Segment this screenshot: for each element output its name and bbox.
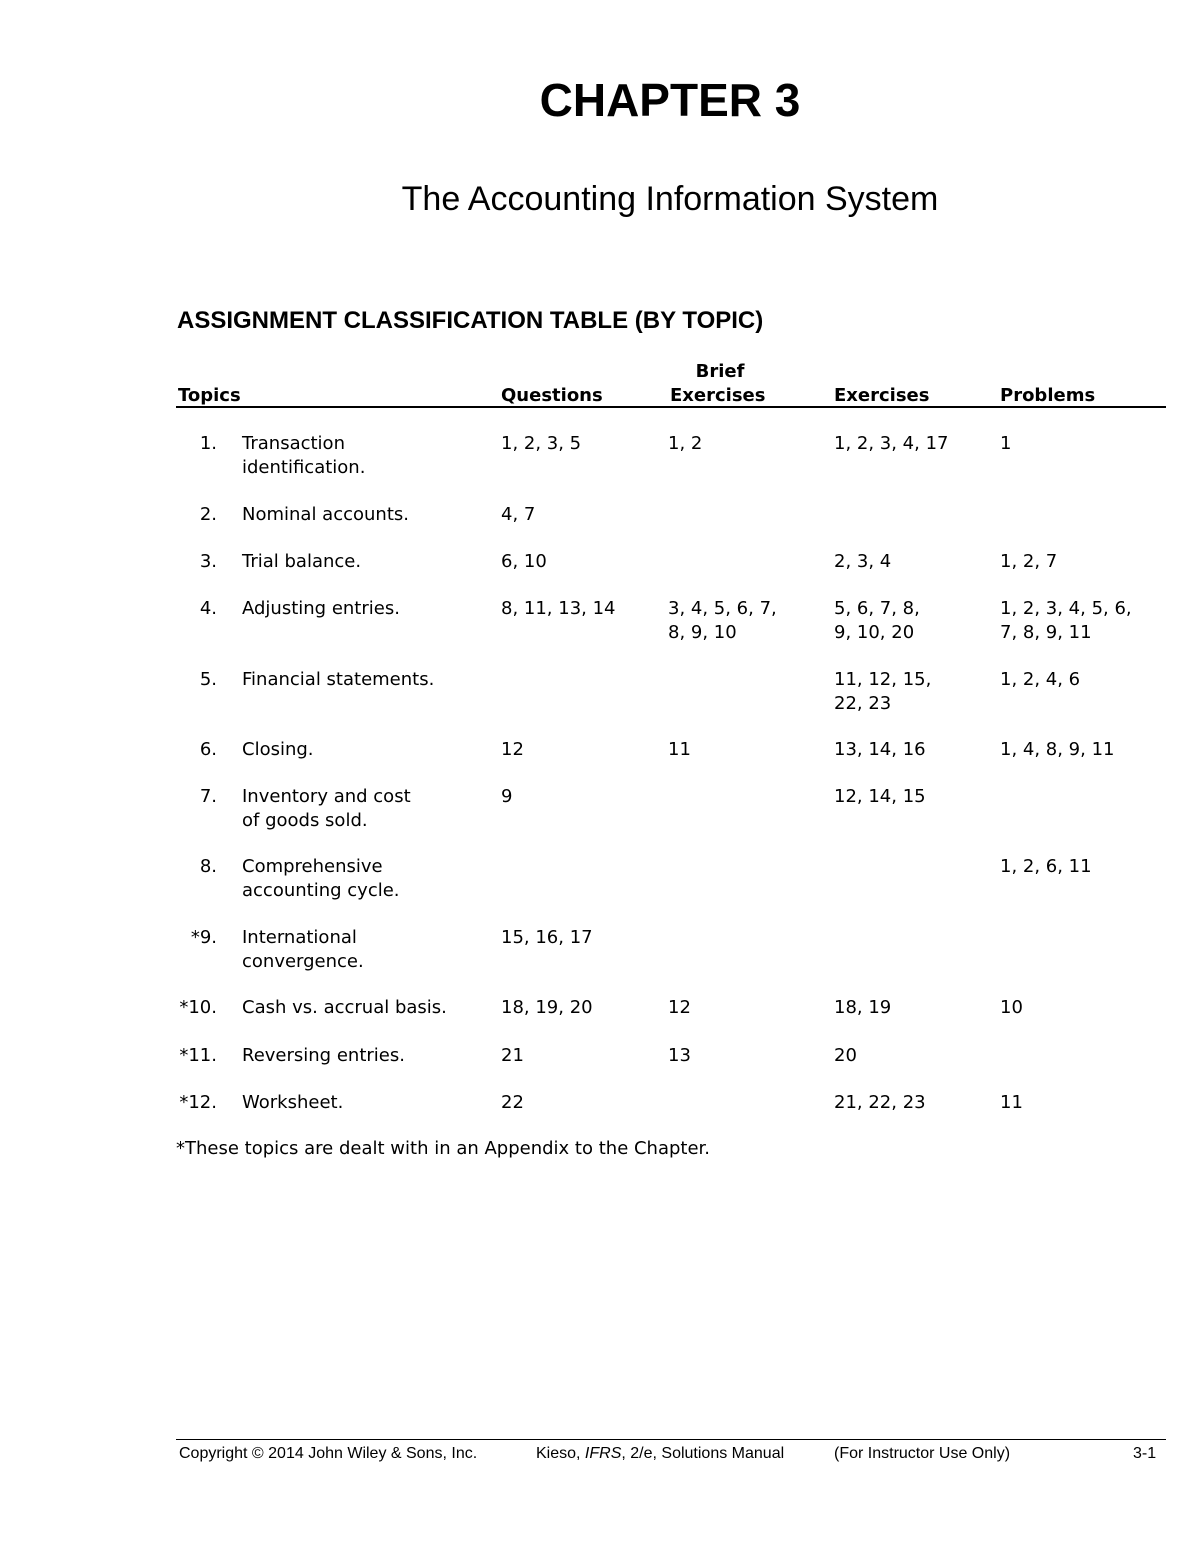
row-number: 7.	[199, 786, 217, 807]
problems-cell: 1, 2, 3, 4, 5, 6, 7, 8, 9, 11	[1000, 598, 1132, 643]
row-number: *9.	[190, 927, 217, 948]
header-questions: Questions	[501, 385, 603, 406]
topic-cell: Inventory and cost of goods sold.	[242, 786, 411, 831]
problems-cell: 11	[1000, 1092, 1023, 1113]
header-exercises: Exercises	[834, 385, 930, 406]
topic-cell: Transaction identification.	[242, 433, 366, 478]
table-title: ASSIGNMENT CLASSIFICATION TABLE (BY TOPIC)	[177, 307, 764, 334]
row-number: 3.	[199, 551, 217, 572]
brief-exercises-cell: 3, 4, 5, 6, 7, 8, 9, 10	[668, 598, 777, 643]
questions-cell: 12	[501, 739, 524, 760]
brief-exercises-cell: 12	[668, 997, 691, 1018]
footer-rule	[176, 1439, 1166, 1440]
questions-cell: 9	[501, 786, 513, 807]
header-brief-line1: Brief	[695, 361, 745, 382]
topic-cell: Trial balance.	[242, 551, 362, 572]
topic-cell: Closing.	[242, 739, 314, 760]
topic-cell: Comprehensive accounting cycle.	[242, 856, 400, 901]
row-number: 6.	[199, 739, 217, 760]
problems-cell: 1	[1000, 433, 1012, 454]
questions-cell: 4, 7	[501, 504, 536, 525]
footer-book-rest: , 2/e, Solutions Manual	[621, 1445, 785, 1462]
exercises-cell: 18, 19	[834, 997, 892, 1018]
exercises-cell: 5, 6, 7, 8, 9, 10, 20	[834, 598, 920, 643]
topic-cell: Worksheet.	[242, 1092, 344, 1113]
exercises-cell: 12, 14, 15	[834, 786, 926, 807]
footer-copyright: Copyright © 2014 John Wiley & Sons, Inc.	[179, 1445, 478, 1462]
footer-usage: (For Instructor Use Only)	[834, 1445, 1011, 1462]
questions-cell: 8, 11, 13, 14	[501, 598, 616, 619]
topic-cell: Financial statements.	[242, 669, 435, 690]
topic-cell: Nominal accounts.	[242, 504, 409, 525]
questions-cell: 1, 2, 3, 5	[501, 433, 582, 454]
header-brief-line2: Exercises	[670, 385, 766, 406]
exercises-cell: 21, 22, 23	[834, 1092, 926, 1113]
questions-cell: 18, 19, 20	[501, 997, 593, 1018]
header-problems: Problems	[1000, 385, 1096, 406]
topic-cell: Adjusting entries.	[242, 598, 400, 619]
questions-cell: 6, 10	[501, 551, 547, 572]
chapter-title: CHAPTER 3	[539, 74, 801, 126]
topic-cell: International convergence.	[242, 927, 364, 972]
questions-cell: 15, 16, 17	[501, 927, 593, 948]
exercises-cell: 2, 3, 4	[834, 551, 892, 572]
exercises-cell: 13, 14, 16	[834, 739, 926, 760]
brief-exercises-cell: 1, 2	[668, 433, 703, 454]
row-number: *12.	[179, 1092, 217, 1113]
footer-page-number: 3-1	[1133, 1445, 1157, 1462]
row-number: 8.	[199, 856, 217, 877]
problems-cell: 1, 2, 6, 11	[1000, 856, 1092, 877]
problems-cell: 1, 2, 7	[1000, 551, 1058, 572]
brief-exercises-cell: 13	[668, 1045, 691, 1066]
exercises-cell: 11, 12, 15, 22, 23	[834, 669, 932, 714]
row-number: *11.	[179, 1045, 217, 1066]
questions-cell: 22	[501, 1092, 524, 1113]
header-topics: Topics	[178, 385, 241, 406]
footer-book-author: Kieso,	[536, 1445, 585, 1462]
row-number: 5.	[199, 669, 217, 690]
questions-cell: 21	[501, 1045, 524, 1066]
row-number: 2.	[199, 504, 217, 525]
footer-book-italic: IFRS	[584, 1445, 622, 1462]
footnote: *These topics are dealt with in an Appendix to the Chapter.	[176, 1138, 711, 1159]
exercises-cell: 1, 2, 3, 4, 17	[834, 433, 949, 454]
header-rule	[176, 406, 1166, 408]
row-number: *10.	[179, 997, 217, 1018]
problems-cell: 1, 2, 4, 6	[1000, 669, 1081, 690]
chapter-subtitle: The Accounting Information System	[401, 180, 939, 218]
problems-cell: 10	[1000, 997, 1023, 1018]
exercises-cell: 20	[834, 1045, 857, 1066]
topic-cell: Reversing entries.	[242, 1045, 405, 1066]
topic-cell: Cash vs. accrual basis.	[242, 997, 447, 1018]
footer-book	[536, 1444, 784, 1464]
row-number: 1.	[199, 433, 217, 454]
row-number: 4.	[199, 598, 217, 619]
brief-exercises-cell: 11	[668, 739, 691, 760]
problems-cell: 1, 4, 8, 9, 11	[1000, 739, 1115, 760]
